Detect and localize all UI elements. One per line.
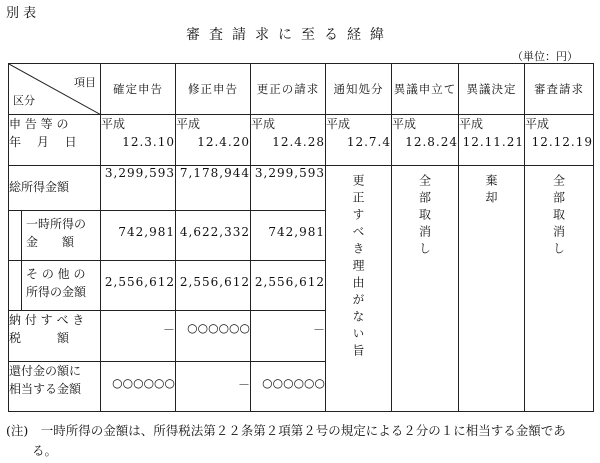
date-correction-request: 12.4.28	[272, 135, 325, 150]
decision-text: 棄却	[484, 173, 498, 208]
refund-label-2: 相当する金額	[9, 381, 82, 396]
date-row-label-1: 申 告 等 の	[9, 117, 69, 132]
total-income-label: 総所得金額	[9, 165, 101, 210]
date-amended-return: 12.4.20	[197, 135, 250, 150]
date-objection: 12.8.24	[405, 135, 458, 150]
review-text: 全部取消し	[551, 173, 566, 259]
objection-cell	[392, 165, 459, 411]
date-row	[9, 115, 594, 165]
other-income-correction: 2,556,612	[251, 261, 326, 311]
total-income-row	[9, 165, 594, 210]
refund-final: ○○○○○○	[101, 361, 176, 411]
date-objection-decision: 12.11.21	[462, 135, 524, 150]
date-review-request: 12.12.19	[531, 135, 593, 150]
col-header-objection-decision: 異議決定	[466, 82, 517, 97]
objection-text: 全部取消し	[417, 173, 432, 259]
diag-item-label: 項目	[74, 76, 96, 89]
review-cell	[525, 165, 594, 411]
other-income-final: 2,556,612	[101, 261, 176, 311]
tax-payable-label-2: 税 額	[9, 331, 70, 346]
notice-cell	[326, 165, 392, 411]
refund-correction: ○○○○○○	[251, 361, 326, 411]
tax-payable-final: －	[101, 311, 176, 361]
era: 平成	[251, 117, 276, 132]
date-final-return: 12.3.10	[122, 135, 175, 150]
decision-cell	[459, 165, 525, 411]
era: 平成	[101, 117, 126, 132]
col-header-final-return: 確定申告	[113, 82, 163, 97]
refund-amended: －	[176, 361, 251, 411]
temporary-income-final: 742,981	[101, 210, 176, 260]
diagonal-header-cell	[9, 64, 101, 115]
refund-label-1: 還付金の額に	[9, 363, 82, 378]
document-title: 審査請求に至る経緯	[186, 27, 393, 43]
date-notice: 12.7.4	[346, 135, 391, 150]
other-income-amended: 2,556,612	[176, 261, 251, 311]
tax-payable-correction: －	[251, 311, 326, 361]
tax-payable-amended: ○○○○○○	[176, 311, 251, 361]
diag-category-label: 区分	[13, 94, 35, 108]
footnote-line-2: る。	[32, 443, 58, 458]
other-income-label-1: そ の 他 の	[26, 267, 86, 282]
era: 平成	[392, 117, 417, 132]
col-header-correction-request: 更正の請求	[256, 82, 320, 97]
history-table	[8, 63, 594, 412]
temporary-income-amended: 4,622,332	[176, 210, 251, 260]
total-income-final: 3,299,593	[101, 165, 176, 210]
date-row-label-2: 年 月 日	[9, 135, 77, 150]
era: 平成	[459, 117, 484, 132]
era: 平成	[176, 117, 201, 132]
attachment-label: 別 表	[6, 6, 37, 21]
footnote-line-1: (注) 一時所得の金額は、所得税法第２２条第２項第２号の規定による２分の１に相当する金額であ	[6, 423, 566, 438]
total-income-correction: 3,299,593	[251, 165, 326, 210]
era: 平成	[525, 117, 550, 132]
era: 平成	[326, 117, 351, 132]
other-income-label-2: 所得の金額	[26, 285, 87, 300]
col-header-amended-return: 修正申告	[188, 82, 238, 97]
col-header-objection: 異議申立て	[393, 82, 457, 97]
temporary-income-label-2: 金 額	[26, 234, 75, 249]
unit-note: （単位：円）	[512, 50, 578, 63]
tax-payable-label-1: 納 付 す べ き	[9, 313, 85, 328]
col-header-review-request: 審査請求	[534, 82, 584, 97]
temporary-income-correction: 742,981	[251, 210, 326, 260]
total-income-amended: 7,178,944	[176, 165, 251, 210]
notice-text: 更正すべき理由がない旨	[351, 173, 365, 361]
temporary-income-label-1: 一時所得の	[26, 216, 87, 231]
col-header-notice: 通知処分	[333, 82, 384, 97]
